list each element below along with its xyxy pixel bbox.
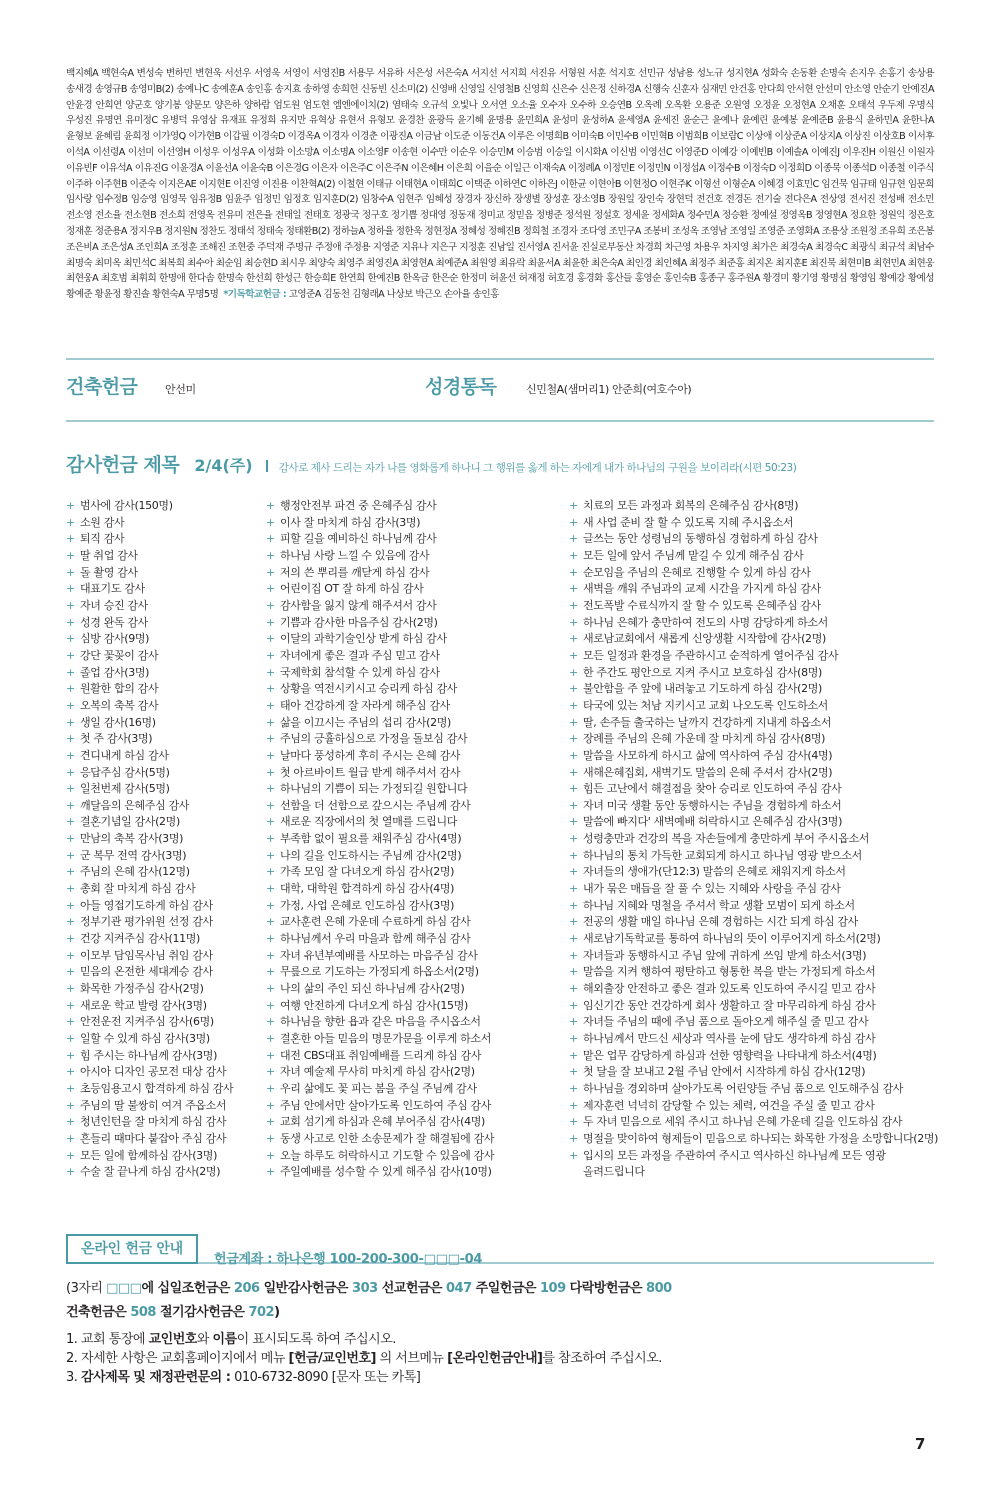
thanks-item: + 결혼한 아들 믿음의 명문가문을 이루게 하소서: [266, 1031, 494, 1048]
offering-code-value: 206: [233, 1281, 260, 1296]
thanks-item: + 졸업 감사(3명): [66, 665, 233, 682]
thanks-item: + 교회 섬기게 하심과 은혜 부어주심 감사(4명): [266, 1114, 494, 1131]
online-step-3: [66, 1368, 420, 1388]
thanks-item: + 믿음의 온전한 세대계승 감사: [66, 964, 233, 981]
building-offering-name: 안선미: [165, 383, 196, 396]
thanks-item: + 주님 안에서만 살아가도록 인도하여 주심 감사: [266, 1098, 494, 1115]
offering-code-value: 702: [248, 1305, 275, 1320]
thanks-item: + 화목한 가정주심 감사(2명): [66, 981, 233, 998]
christian-school-offering-names: 고영준A 김동천 김형래A 나상보 박근오 손아율 송인홍: [288, 289, 499, 301]
thanks-item: + 새해은혜집회, 새벽기도 말씀의 은혜 주셔서 감사(2명): [569, 765, 938, 782]
thanks-item: + 타국에 있는 처남 지키시고 교회 나오도록 인도하소서: [569, 698, 938, 715]
thanks-item: + 생일 감사(16명): [66, 715, 233, 732]
thanks-item: + 일천번제 감사(5명): [66, 781, 233, 798]
offering-code-text: 다락방헌금은: [565, 1281, 647, 1296]
step-text-segment: 의 서브메뉴: [375, 1351, 448, 1366]
thanks-item: + 국제학회 참석할 수 있게 하심 감사: [266, 665, 494, 682]
thanks-item: + 자녀 유년부예배를 사모하는 마음주심 감사: [266, 948, 494, 965]
thanks-item: + 청년인턴을 잘 마치게 하심 감사: [66, 1114, 233, 1131]
thanks-item: + 가정, 사업 은혜로 인도하심 감사(3명): [266, 898, 494, 915]
thanks-item: + 하나님 지혜와 명철을 주셔서 학교 생활 모범이 되게 하소서: [569, 898, 938, 915]
thanks-item: + 말씀을 지켜 행하여 평탄하고 형통한 복을 받는 가정되게 하소서: [569, 964, 938, 981]
thanks-item: + 태아 건강하게 잘 자라게 해주심 감사: [266, 698, 494, 715]
thanks-item: + 주일예배를 성수할 수 있게 해주심 감사(10명): [266, 1164, 494, 1181]
thanks-offering-title: 감사헌금 제목: [66, 454, 180, 476]
step-text-segment: [온라인헌금안내]: [447, 1351, 543, 1366]
offering-code-value: 800: [646, 1281, 672, 1296]
thanks-item: + 군 복무 전역 감사(3명): [66, 848, 233, 865]
thanks-item: + 견디내게 하심 감사: [66, 748, 233, 765]
thanks-item: + 불안함을 주 앞에 내려놓고 기도하게 하심 감사(2명): [569, 681, 938, 698]
thanks-item: + 순모임을 주님의 은혜로 진행할 수 있게 하심 감사: [569, 565, 938, 582]
thanks-item: + 주님의 긍휼하심으로 가정을 돌보심 감사: [266, 731, 494, 748]
step-text-segment: 이름: [212, 1332, 237, 1347]
building-offering-title: 건축헌금: [66, 376, 138, 398]
thanks-item: + 자녀들의 생애가(단12:3) 말씀의 은혜로 채워지게 하소서: [569, 864, 938, 881]
christian-school-offering-label: *기독학교헌금 :: [223, 289, 287, 301]
offering-code-value: 508: [130, 1305, 156, 1320]
thanks-item: + 퇴직 감사: [66, 531, 233, 548]
offering-codes-line-2: [66, 1301, 946, 1320]
thanks-item: + 저의 쓴 뿌리를 깨닫게 하심 감사: [266, 565, 494, 582]
thanks-item: + 대학, 대학원 합격하게 하심 감사(4명): [266, 881, 494, 898]
thanks-item: + 소원 감사: [66, 515, 233, 532]
thanks-item: + 이모부 담임목사님 취임 감사: [66, 948, 233, 965]
offering-code-value: 303: [352, 1281, 378, 1296]
thanks-item: + 임신기간 동안 건강하게 회사 생활하고 잘 마무리하게 하심 감사: [569, 998, 938, 1015]
thanks-item: + 자녀들과 동행하시고 주님 앞에 귀하게 쓰임 받게 하소서(3명): [569, 948, 938, 965]
offering-code-text: 에 십일조헌금은: [141, 1281, 234, 1296]
thanks-item: + 모든 일에 함께하심 감사(3명): [66, 1148, 233, 1165]
thanks-items-column-1: [66, 498, 233, 1181]
thanks-item: + 심방 감사(9명): [66, 631, 233, 648]
thanks-item: + 새로운 직장에서의 첫 열매를 드립니다: [266, 814, 494, 831]
thanks-item: + 강단 꽃꽂이 감사: [66, 648, 233, 665]
thanks-item: + 힘든 고난에서 해결점을 찾아 승리로 인도하여 주심 감사: [569, 781, 938, 798]
thanks-item: + 힘 주시는 하나님께 감사(3명): [66, 1048, 233, 1065]
thanks-item: + 치료의 모든 과정과 회복의 은혜주심 감사(8명): [569, 498, 938, 515]
thanks-item: + 제자훈련 넉넉히 감당할 수 있는 체력, 여건을 주실 줄 믿고 감사: [569, 1098, 938, 1115]
thanks-item: + 하나님의 통치 가득한 교회되게 하시고 하나님 영광 받으소서: [569, 848, 938, 865]
thanks-offering-verse: 감사로 제사 드리는 자가 나를 영화롭게 하나니 그 행위를 옳게 하는 자에게 내가 하나님의 구원을 보이리라(시편 50:23): [278, 462, 797, 474]
thanks-item: 올려드립니다: [583, 1165, 645, 1179]
thanks-item: + 선함을 더 선함으로 갚으시는 주님께 감사: [266, 798, 494, 815]
thanks-item: + 내가 묶은 매듭을 잘 풀 수 있는 지혜와 사랑을 주심 감사: [569, 881, 938, 898]
thanks-item: + 모든 일정과 환경을 주관하시고 순적하게 열어주심 감사: [569, 648, 938, 665]
thanks-item: + 정부기관 평가위원 선정 감사: [66, 914, 233, 931]
thanks-item: + 아들 영접기도하게 하심 감사: [66, 898, 233, 915]
offering-code-text: 주일헌금은: [471, 1281, 540, 1296]
thanks-item: + 총회 잘 마치게 하심 감사: [66, 881, 233, 898]
thanks-item: + 딸, 손주들 출국하는 날까지 건강하게 지내게 하옵소서: [569, 715, 938, 732]
thanks-offering-header: [66, 450, 946, 477]
thanks-item: + 일할 수 있게 하심 감사(3명): [66, 1031, 233, 1048]
thanks-item: + 어린이집 OT 잘 하게 하심 감사: [266, 581, 494, 598]
thanks-item: + 새벽을 깨워 주님과의 교제 시간을 가지게 하심 감사: [569, 581, 938, 598]
thanks-item: + 깨달음의 은혜주심 감사: [66, 798, 233, 815]
thanks-item: + 한 주간도 평안으로 지켜 주시고 보호하심 감사(8명): [569, 665, 938, 682]
step-text-segment: 010-6732-8090 [문자 또는 카톡]: [230, 1370, 421, 1385]
thanks-item: + 피할 길을 예비하신 하나님께 감사: [266, 531, 494, 548]
thanks-item: + 대표기도 감사: [66, 581, 233, 598]
thanks-item: + 하나님의 기쁨이 되는 가정되길 원합니다: [266, 781, 494, 798]
thanks-item: + 행정안전부 파견 중 은혜주심 감사: [266, 498, 494, 515]
thanks-item: + 기쁨과 감사한 마음주심 감사(2명): [266, 615, 494, 632]
thanks-item: + 하나님 은혜가 충만하여 전도의 사명 감당하게 하소서: [569, 615, 938, 632]
offering-code-value: 047: [446, 1281, 472, 1296]
thanks-item: + 장례를 주님의 은혜 가운데 잘 마치게 하심 감사(8명): [569, 731, 938, 748]
thanks-item: + 오복의 축복 감사: [66, 698, 233, 715]
thanks-item: + 맡은 업무 감당하게 하심과 선한 영향력을 나타내게 하소서(4명): [569, 1048, 938, 1065]
thanks-item: + 자녀 승진 감사: [66, 598, 233, 615]
step-text-segment: 1. 교회 통장에: [66, 1332, 149, 1347]
step-text-segment: [헌금/교인번호]: [288, 1351, 376, 1366]
thanks-item: + 새로운 학교 발령 감사(3명): [66, 998, 233, 1015]
thanks-item: + 말씀에 빠지다' 새벽예배 허락하시고 은혜주심 감사(3명): [569, 814, 938, 831]
thanks-item: + 나의 길을 인도하시는 주님께 감사(2명): [266, 848, 494, 865]
thanks-item: + 우리 삶에도 꽃 피는 봄을 주실 주님께 감사: [266, 1081, 494, 1098]
thanks-item: + 이달의 과학기술인상 받게 하심 감사: [266, 631, 494, 648]
thanks-item: + 주님의 은혜 감사(12명): [66, 864, 233, 881]
thanks-item: + 자녀에게 좋은 결과 주심 믿고 감사: [266, 648, 494, 665]
thanks-item: + 첫 달을 잘 보내고 2월 주님 안에서 시작하게 하심 감사(12명): [569, 1064, 938, 1081]
step-text-segment: 와: [196, 1332, 213, 1347]
thanks-item: + 성령충만과 건강의 복을 자손들에게 충만하게 부어 주시옵소서: [569, 831, 938, 848]
thanks-item: + 아시아 디자인 공모전 대상 감사: [66, 1064, 233, 1081]
online-offering-title: 온라인 헌금 안내: [66, 1234, 198, 1264]
offering-code-text: 선교헌금은: [377, 1281, 447, 1296]
thanks-item: + 새로남기독학교를 통하여 하나님의 뜻이 이루어지게 하소서(2명): [569, 931, 938, 948]
thanks-item: + 원활한 합의 감사: [66, 681, 233, 698]
thanks-item: + 하나님 사랑 느낄 수 있음에 감사: [266, 548, 494, 565]
thanks-item: + 자녀 미국 생활 동안 동행하시는 주님을 경험하게 하소서: [569, 798, 938, 815]
thanks-item: + 교사훈련 은혜 가운데 수료하게 하심 감사: [266, 914, 494, 931]
online-step-1: [66, 1330, 396, 1350]
thanks-item: + 수술 잘 끝나게 하심 감사(2명): [66, 1164, 233, 1181]
donor-names: 백지혜A 백현숙A 변성숙 변하민 변현욱 서선우 서영욱 서영이 서영진B 서용무 서유하 서은성 서은숙A 서지선 서지희 서진유 서형원 서훈 석지호 선민규 성남용 성노규 성지현A 성화숙 손동환 손명숙 손지우 손홍기 송상용 송새경 송영규B 송영미B(2) 송예나C 송예훈A 송인홍 송지효 송하영 송희헌 신동빈 신소미(2) 신영배 신영일 신영철B 신영희 신은수 신은정 신하경A 신행숙 신훈자 심재민 안건홍 안다희 안서현 안선미 안소영 안순기 안예진A 안윤경 안희연 양군호 양기봉 양문모 양은하 양하람 엄도원 엄도현 엠엔에이치(2) 염태숙 오규석 오빛나 오서연 오소율 오수자 오수하 오승연B 오옥례 오옥환 오용준 오원영 오정윤 오정현A 오채훈 오태석 우두제 우명식 우성진 유명연 유미정C 유병덕 유영삼 유재표 유정희 유지만 유혁상 유현서 유형모 윤경찬 윤광득 윤기혜 윤명용 윤민희A 윤성미 윤성하A 윤세영A 윤세진 윤순근 윤예나 윤예린 윤예봉 윤예준B 윤용식 윤하민A 윤한나A 윤형보 윤혜림 윤희정 이가영Q 이가현B 이갑필 이경숙D 이경옥A 이경자 이경춘 이광진A 이금남 이도준 이동건A 이루은 이명희B 이미숙B 이민수B 이민혁B 이범희B 이보람C 이상애 이상준A 이상지A 이상진 이상호B 이서후 이석A 이선령A 이선미 이선영H 이성우 이성우A 이성화 이소망A 이소명A 이소영F 이송현 이수만 이순우 이승민M 이승범 이승일 이시화A 이신범 이영선C 이영준D 이예강 이예빈B 이예솔A 이예진J 이우진H 이원신 이원자 이유빈F 이유석A 이유진G 이윤경A 이윤선A 이윤숙B 이은경G 이은자 이은주C 이은주N 이은혜H 이은희 이을순 이일근 이재숙A 이정례A 이정민E 이정민N 이정섭A 이정수B 이정숙D 이정희D 이종묵 이종석D 이종철 이주식 이주하 이주현B 이준숙 이지은AE 이지현E 이진영 이진용 이찬혁A(2) 이철현 이태규 이태현A 이태희C 이택준 이하연C 이하은J 이한균 이현아B 이현정O 이현주K 이형선 이형순A 이혜경 이효민C 임건묵 임규태 임규현 임문희 임사랑 임수정B 임승영 임영묵 임유정B 임윤주 임정민 임정호 임지훈D(2) 임창수A 임현주 임혜성 장경자 장신하 장생별 장성훈 장소영B 장원일 장인숙 장현덕 전건호 전경돈 전기술 전다은A 전상영 전서진 전성배 전소민 전소영 전소율 전소현B 전소희 전영옥 전유미 전은율 전태일 전태호 정광국 정구호 정기쁨 정대영 정동재 정미교 정믿음 정병준 정석원 정설호 정세윤 정세화A 정수민A 정승환 정예설 정영옥B 정영현A 정요한 정원익 정은호 정재훈 정준용A 정지우B 정지원N 정찬도 정태석 정태숙 정태환B(2) 정하늘A 정하율 정한욱 정현정A 정혜성 정혜진B 정희철 조경자 조다영 조민구A 조봉비 조성옥 조영남 조영일 조영준 조영화A 조용상 조원정 조유희 조은봉 조은비A 조은성A 조인희A 조정훈 조해진 조현중 주덕재 주명규 주정애 주정용 지영준 지유나 지은구 지정훈 진남일 진서영A 진서윤 진실로부동산 차경희 차근영 차용우 차지영 최가은 최경숙A 최경숙C 최광식 최규석 최남수 최명숙 최미옥 최민석C 최복희 최수아 최순임 최승현D 최시우 최양숙 최영주 최영진A 최영현A 최예준A 최원영 최유락 최윤서A 최윤한 최은숙A 최인경 최인혜A 최정주 최준홍 최지온 최지훈E 최진묵 최현미B 최현민A 최현웅 최현웅A 최호범 최휘희 한명애 한다솜 한명숙 한선희 한성근 한승희E 한연희 한예진B 한옥금 한은순 한정미 허윤선 허재정 허호경 홍경화 홍산들 홍영순 홍인숙B 홍종구 홍주원A 황경미 황기영 황명심 황영임 황예강 황예성 황예준 황윤정 황진솔 황현숙A 무명5명: [66, 68, 934, 301]
thanks-item: + 모든 일에 앞서 주님께 맡길 수 있게 해주심 감사: [569, 548, 938, 565]
thanks-item: + 새 사업 준비 잘 할 수 있도록 지혜 주시옵소서: [569, 515, 938, 532]
thanks-item: + 첫 아르바이트 월급 받게 해주셔서 감사: [266, 765, 494, 782]
thanks-item: + 명절을 맞이하여 형제들이 믿음으로 하나되는 화목한 가정을 소망합니다(2명): [569, 1131, 938, 1148]
thanks-item: + 흔들리 때마다 붙잡아 주심 감사: [66, 1131, 233, 1148]
offering-code-text: ): [274, 1305, 280, 1320]
section-divider-middle: [66, 420, 934, 422]
thanks-item: + 하나님께서 우리 마을과 함께 해주심 감사: [266, 931, 494, 948]
bible-reading-title: 성경통독: [425, 376, 497, 398]
thanks-item: + 자녀들 주님의 때에 주님 품으로 돌아오게 해주실 줄 믿고 감사: [569, 1014, 938, 1031]
thanks-item: + 만남의 축복 감사(3명): [66, 831, 233, 848]
thanks-items-column-3: [569, 498, 938, 1181]
thanks-item: + 전공의 생활 매일 하나님 은혜 경험하는 시간 되게 하심 감사: [569, 914, 938, 931]
thanks-offering-date: 2/4(주): [194, 456, 253, 475]
thanks-item: + 안전운전 지켜주심 감사(6명): [66, 1014, 233, 1031]
offering-code-text: 건축헌금은: [66, 1305, 131, 1320]
thanks-item: + 주님의 딸 불쌍히 여겨 주옵소서: [66, 1098, 233, 1115]
thanks-items-column-2: [266, 498, 494, 1181]
thanks-item: + 범사에 감사(150명): [66, 498, 233, 515]
thanks-item: + 대전 CBS대표 취임예배를 드리게 하심 감사: [266, 1048, 494, 1065]
online-step-2: [66, 1349, 662, 1369]
header-separator: [266, 460, 268, 472]
thanks-item: + 성경 완독 감사: [66, 615, 233, 632]
thanks-item: + 새로남교회에서 새롭게 신앙생활 시작함에 감사(2명): [569, 631, 938, 648]
thanks-item: + 결혼기념일 감사(2명): [66, 814, 233, 831]
thanks-item: + 입시의 모든 과정을 주관하여 주시고 역사하신 하나님께 모든 영광: [569, 1148, 938, 1165]
thanks-item: + 건강 지켜주심 감사(11명): [66, 931, 233, 948]
step-text-segment: 교인번호: [148, 1332, 197, 1347]
thanks-item: + 초등임용고시 합격하게 하심 감사: [66, 1081, 233, 1098]
step-text-segment: 를 참조하여 주십시오.: [542, 1351, 662, 1366]
thanks-item: + 무릎으로 기도하는 가정되게 하옵소서(2명): [266, 964, 494, 981]
thanks-item: + 응답주심 감사(5명): [66, 765, 233, 782]
thanks-item: + 말씀을 사모하게 하시고 삶에 역사하여 주심 감사(4명): [569, 748, 938, 765]
thanks-item: + 하나님을 경외하며 살아가도록 어린양들 주님 품으로 인도해주심 감사: [569, 1081, 938, 1098]
thanks-item: + 날마다 풍성하게 후히 주시는 은혜 감사: [266, 748, 494, 765]
thanks-item: + 상황을 역전시키시고 승리케 하심 감사: [266, 681, 494, 698]
step-text-segment: 2. 자세한 사항은 교회홈페이지에서 메뉴: [66, 1351, 289, 1366]
thanks-item: + 자녀 예술제 무사히 마치게 하심 감사(2명): [266, 1064, 494, 1081]
offering-code-value: 109: [540, 1281, 566, 1296]
page-number: 7: [915, 1435, 926, 1453]
step-text-segment: 3.: [66, 1370, 82, 1385]
offering-code-value: □□□: [106, 1281, 142, 1296]
thanks-item: + 오늘 하루도 허락하시고 기도할 수 있음에 감사: [266, 1148, 494, 1165]
step-text-segment: 이 표시되도록 하여 주십시오.: [236, 1332, 396, 1347]
thanks-item: + 첫 주 감사(3명): [66, 731, 233, 748]
thanks-item: + 딸 취업 감사: [66, 548, 233, 565]
thanks-item: + 나의 삶의 주인 되신 하나님께 감사(2명): [266, 981, 494, 998]
thanks-item: + 이사 잘 마치게 하심 감사(3명): [266, 515, 494, 532]
bible-reading-names: 신민철A(샘머리1) 안준희(여호수아): [526, 383, 692, 396]
section-divider-top: [66, 358, 934, 360]
thanks-item: + 가족 모임 잘 다녀오게 하심 감사(2명): [266, 864, 494, 881]
thanks-item: + 동생 사고로 인한 소송문제가 잘 해결됨에 감사: [266, 1131, 494, 1148]
thanks-item: + 해외출장 안전하고 좋은 결과 있도록 인도하여 주시길 믿고 감사: [569, 981, 938, 998]
thanks-item: + 하나님께서 만드신 세상과 역사를 눈에 담도 생각하게 하심 감사: [569, 1031, 938, 1048]
step-text-segment: 감사제목 및 재정관련문의 :: [81, 1370, 231, 1385]
thanks-item: + 글쓰는 동안 성령님의 동행하심 경험하게 하심 감사: [569, 531, 938, 548]
offering-account: 헌금계좌 : 하나은행 100-200-300-□□□-04: [214, 1252, 483, 1267]
thanks-item: + 삶을 이끄시는 주님의 섭리 감사(2명): [266, 715, 494, 732]
thanks-item: + 하나님을 향한 욥과 같은 마음을 주시옵소서: [266, 1014, 494, 1031]
offering-code-text: 일반감사헌금은: [259, 1281, 353, 1296]
offering-codes-line-1: [66, 1277, 946, 1296]
donor-names-block: [66, 66, 934, 303]
thanks-item: + 두 자녀 믿음으로 세워 주시고 하나님 은혜 가운데 길을 인도하심 감사: [569, 1114, 938, 1131]
thanks-item: + 부족함 없이 필요를 채워주심 감사(4명): [266, 831, 494, 848]
thanks-item: + 감사함을 잃지 않게 해주셔서 감사: [266, 598, 494, 615]
offering-code-text: (3자리: [66, 1281, 107, 1296]
offering-code-text: 절기감사헌금은: [155, 1305, 249, 1320]
thanks-item: + 여행 안전하게 다녀오게 하심 감사(15명): [266, 998, 494, 1015]
thanks-item: + 전도폭발 수료식까지 잘 할 수 있도록 은혜주심 감사: [569, 598, 938, 615]
thanks-item: + 돌 촬영 감사: [66, 565, 233, 582]
